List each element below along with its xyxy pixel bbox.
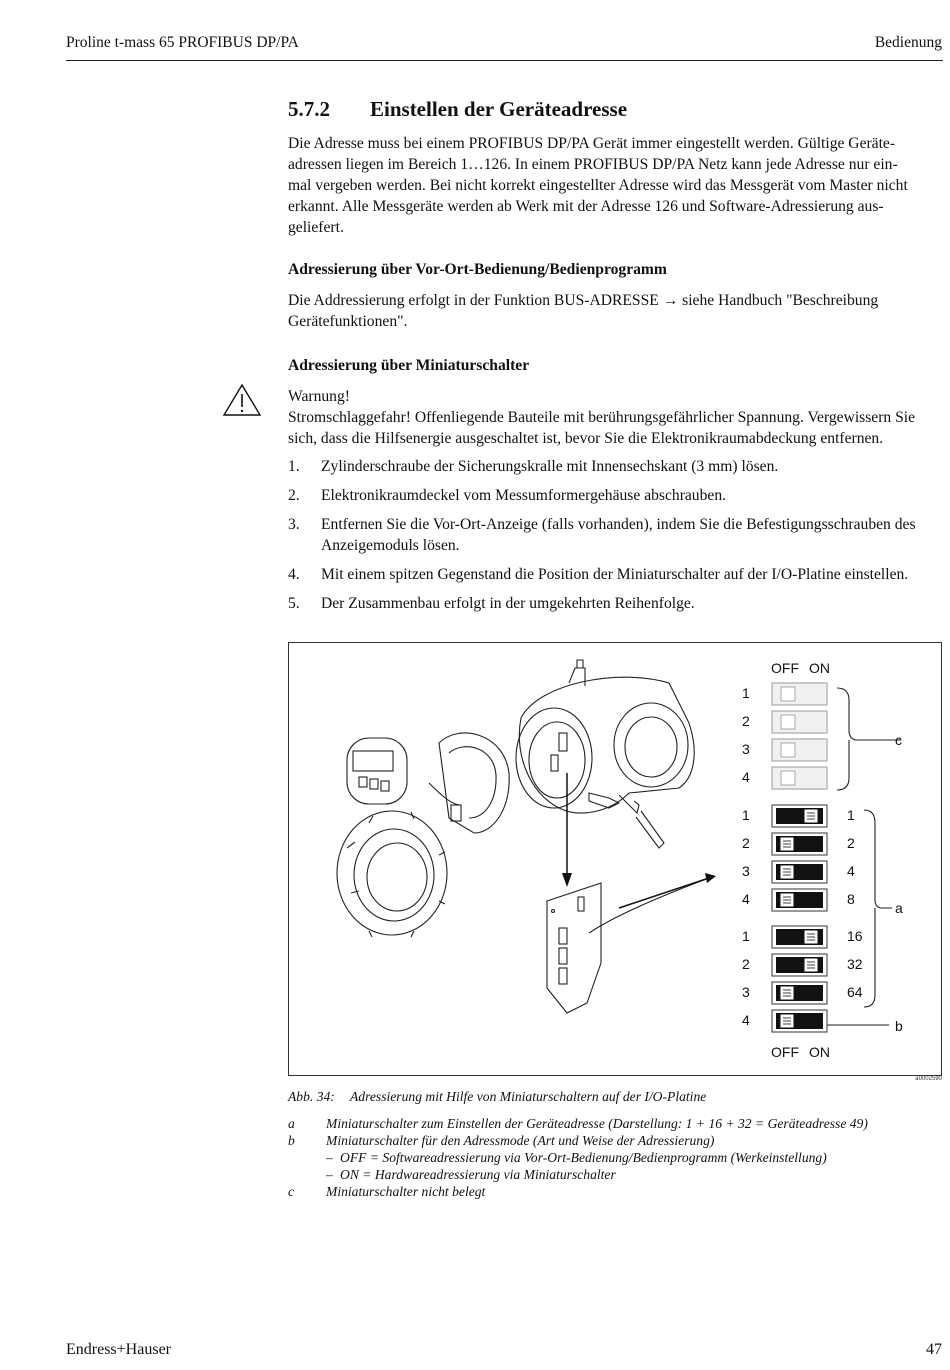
step-number: 1. <box>288 458 300 475</box>
switch-number: 2 <box>742 956 750 972</box>
warning-block <box>288 386 942 449</box>
device-illustration <box>337 660 709 1013</box>
switch-slider <box>781 771 795 785</box>
legend-dash: – <box>326 1167 333 1182</box>
figure-dip-switches <box>288 642 942 1076</box>
switch-number: 3 <box>742 741 750 757</box>
list-item <box>288 485 944 506</box>
paragraph-line: Gerätefunktionen". <box>288 313 408 330</box>
switch-value: 64 <box>847 984 863 1000</box>
local-operation-paragraph <box>288 290 942 332</box>
switch-slider <box>781 715 795 729</box>
switch-number: 4 <box>742 891 750 907</box>
switch-number: 2 <box>742 713 750 729</box>
page-number: 47 <box>926 1341 942 1358</box>
display-module-illustration <box>347 738 407 804</box>
figure-caption <box>288 1089 706 1105</box>
off-label: OFF <box>771 1044 799 1060</box>
dip-switch-unused <box>772 739 827 761</box>
legend-item <box>288 1183 928 1200</box>
warning-title: Warnung! <box>288 388 350 405</box>
paragraph-line: Die Addressierung erfolgt in der Funktion BUS-ADRESSE → siehe Handbuch "Beschreibung <box>288 292 879 309</box>
header-rule <box>66 60 943 61</box>
switch-number: 1 <box>742 928 750 944</box>
legend-text: Miniaturschalter nicht belegt <box>326 1184 486 1199</box>
steps-list <box>288 456 944 622</box>
legend-text: OFF = Softwareadressierung via Vor-Ort-Bedienung/Bedienprogramm (Werkeinstellung) <box>340 1150 827 1165</box>
switch-number: 1 <box>742 685 750 701</box>
footer-company: Endress+Hauser <box>66 1341 171 1358</box>
step-number: 3. <box>288 516 300 533</box>
list-item <box>288 593 944 614</box>
switch-value: 16 <box>847 928 863 944</box>
legend-subitem <box>288 1166 928 1183</box>
section-heading <box>288 97 627 122</box>
intro-line: erkannt. Alle Messgeräte werden ab Werk mit der Adresse 126 und Software-Adressierung aus- <box>288 198 884 215</box>
label-b: b <box>895 1018 903 1034</box>
step-number: 4. <box>288 566 300 583</box>
intro-line: adressen liegen im Bereich 1…126. In einem PROFIBUS DP/PA Netz kann jede Adresse nur ein- <box>288 156 898 173</box>
figure-drawing <box>289 643 943 1077</box>
figure-legend <box>288 1115 928 1200</box>
intro-line: mal vergeben werden. Bei nicht korrekt eingestellter Adresse wird das Messgerät vom Master nicht <box>288 177 908 194</box>
dip-switch-unused <box>772 767 827 789</box>
legend-text: ON = Hardwareadressierung via Miniaturschalter <box>340 1167 616 1182</box>
caption-text: Adressierung mit Hilfe von Miniaturschaltern auf der I/O-Platine <box>350 1089 707 1104</box>
warning-line: Stromschlaggefahr! Offenliegende Bauteile mit berührungsgefährlicher Spannung. Vergewissern Sie <box>288 409 916 426</box>
caption-label: Abb. 34: <box>288 1089 335 1104</box>
dip-switch-unused <box>772 683 827 705</box>
legend-text: Miniaturschalter zum Einstellen der Geräteadresse (Darstellung: 1 + 16 + 32 = Geräteadresse 49) <box>326 1116 868 1131</box>
bracket-c <box>837 688 901 790</box>
dip-switch-groups <box>742 683 863 1032</box>
electronics-holder-illustration <box>429 733 509 833</box>
arrow-to-switches <box>619 878 709 908</box>
allen-key-illustration <box>636 811 664 848</box>
step-text: Der Zusammenbau erfolgt in der umgekehrten Reihenfolge. <box>321 595 695 612</box>
switch-number: 4 <box>742 1012 750 1028</box>
legend-subitem <box>288 1149 928 1166</box>
step-text: Zylinderschraube der Sicherungskralle mit Innensechskant (3 mm) lösen. <box>321 458 779 475</box>
switch-number: 4 <box>742 769 750 785</box>
dip-switch-unused <box>772 711 827 733</box>
step-text: Elektronikraumdeckel vom Messumformergehäuse abschrauben. <box>321 487 727 504</box>
switch-value: 32 <box>847 956 863 972</box>
switch-value: 8 <box>847 891 855 907</box>
switch-number: 1 <box>742 807 750 823</box>
intro-line: geliefert. <box>288 219 344 236</box>
step-number: 5. <box>288 595 300 612</box>
on-label: ON <box>809 660 830 676</box>
switch-number: 3 <box>742 984 750 1000</box>
io-board-illustration <box>547 878 709 1013</box>
legend-item <box>288 1132 928 1149</box>
arrow-head <box>705 873 716 883</box>
step-text: Mit einem spitzen Gegenstand die Position der Miniaturschalter auf der I/O-Platine einstellen. <box>321 566 909 583</box>
legend-item <box>288 1115 928 1132</box>
intro-line: Die Adresse muss bei einem PROFIBUS DP/PA Gerät immer eingestellt werden. Gültige Geräte- <box>288 135 896 152</box>
running-header-chapter: Bedienung <box>874 34 942 51</box>
switch-value: 1 <box>847 807 855 823</box>
list-item <box>288 514 944 556</box>
switch-value: 2 <box>847 835 855 851</box>
subheading-dip-switches: Adressierung über Miniaturschalter <box>288 357 530 374</box>
figure-code: a0002590 <box>915 1076 942 1082</box>
step-text: Entfernen Sie die Vor-Ort-Anzeige (falls vorhanden), indem Sie die Befestigungsschrauben des Anzeigemoduls lösen. <box>321 516 916 554</box>
on-label: ON <box>809 1044 830 1060</box>
legend-key: b <box>288 1133 295 1148</box>
legend-dash: – <box>326 1150 333 1165</box>
label-c: c <box>895 732 902 748</box>
section-title: Einstellen der Geräteadresse <box>370 97 628 121</box>
list-item <box>288 564 944 585</box>
switch-number: 3 <box>742 863 750 879</box>
legend-text: Miniaturschalter für den Adressmode (Art und Weise der Adressierung) <box>326 1133 715 1148</box>
step-number: 2. <box>288 487 300 504</box>
switch-number: 2 <box>742 835 750 851</box>
label-a: a <box>895 900 903 916</box>
bracket-a <box>864 810 892 1007</box>
intro-paragraph <box>288 133 942 238</box>
subheading-local-operation: Adressierung über Vor-Ort-Bedienung/Bedienprogramm <box>288 261 667 278</box>
running-header-title: Proline t-mass 65 PROFIBUS DP/PA <box>66 34 299 51</box>
warning-line: sich, dass die Hilfsenergie ausgeschaltet ist, bevor Sie die Elektronikraumabdeckung entfernen. <box>288 430 884 447</box>
off-label: OFF <box>771 660 799 676</box>
list-item <box>288 456 944 477</box>
legend-key: a <box>288 1116 295 1131</box>
housing-illustration <box>516 660 694 813</box>
section-number: 5.7.2 <box>288 97 330 121</box>
cover-ring-illustration <box>337 811 447 937</box>
warning-icon <box>222 383 262 417</box>
switch-slider <box>781 687 795 701</box>
switch-slider <box>781 743 795 757</box>
switch-value: 4 <box>847 863 855 879</box>
legend-key: c <box>288 1184 295 1199</box>
arrow-head <box>562 873 572 887</box>
